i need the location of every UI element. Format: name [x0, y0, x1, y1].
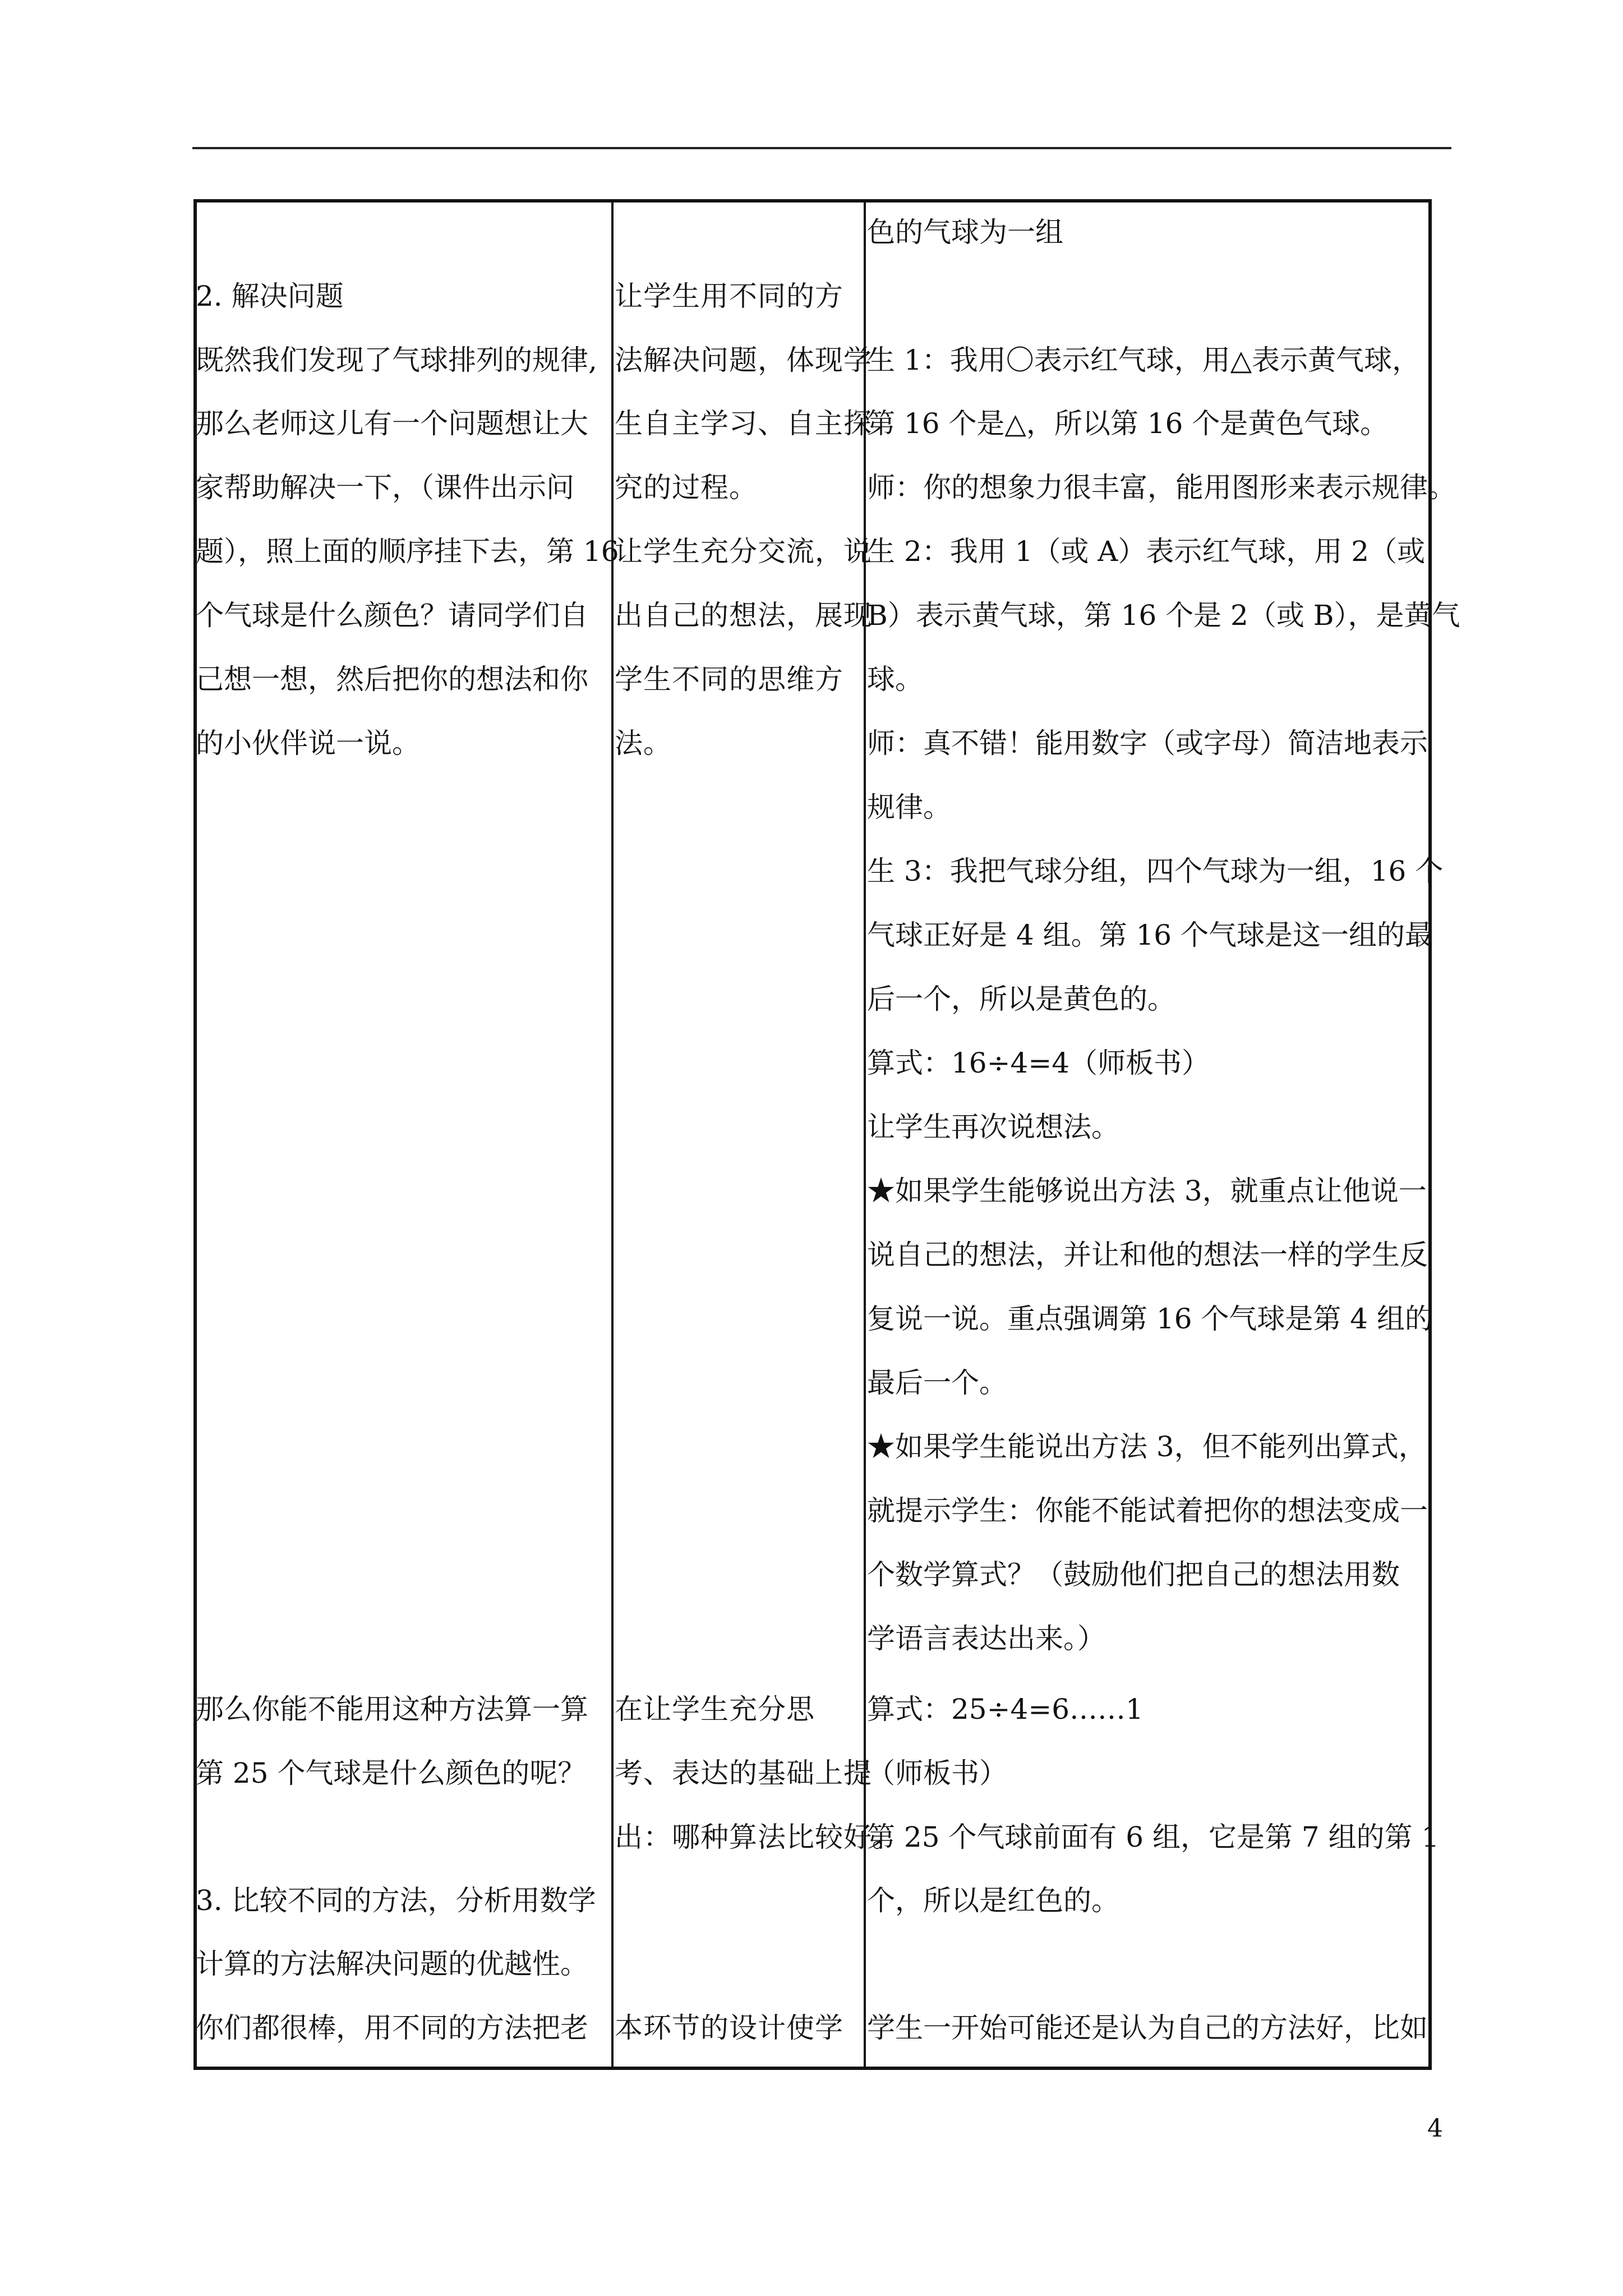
- text-line: 第 25 个气球前面有 6 组，它是第 7 组的第 1: [867, 1821, 1440, 1853]
- column-divider-1: [611, 199, 614, 2070]
- text-line: 法。: [615, 727, 672, 760]
- text-line: 说自己的想法，并让和他的想法一样的学生反: [867, 1239, 1428, 1271]
- text-line: 让学生用不同的方: [615, 280, 843, 312]
- text-line: 出自己的想法，展现: [615, 599, 872, 632]
- text-line: 既然我们发现了气球排列的规律,: [196, 344, 597, 376]
- text-line: 就提示学生：你能不能试着把你的想法变成一: [867, 1494, 1428, 1527]
- text-line: 最后一个。: [867, 1366, 1007, 1399]
- text-line: 2. 解决问题: [196, 280, 344, 312]
- text-line: 算式：25÷4=6……1: [867, 1693, 1144, 1726]
- text-line: 法解决问题，体现学: [615, 344, 872, 376]
- text-line: 己想一想，然后把你的想法和你: [196, 663, 588, 696]
- text-line: B）表示黄气球，第 16 个是 2（或 B），是黄气: [867, 599, 1460, 632]
- text-line: 在让学生充分思: [615, 1693, 815, 1726]
- text-line: 究的过程。: [615, 471, 758, 504]
- text-line: 第 25 个气球是什么颜色的呢？: [196, 1757, 586, 1789]
- text-line: 师：你的想象力很丰富，能用图形来表示规律。: [867, 471, 1456, 504]
- text-line: 第 16 个是△，所以第 16 个是黄色气球。: [867, 407, 1389, 440]
- text-line: 个，所以是红色的。: [867, 1884, 1119, 1917]
- text-line: 家帮助解决一下，（课件出示问: [196, 471, 574, 504]
- text-line: ★如果学生能够说出方法 3，就重点让他说一: [867, 1175, 1427, 1207]
- text-line: 算式：16÷4=4（师板书）: [867, 1047, 1210, 1079]
- text-line: 本环节的设计使学: [615, 2012, 843, 2044]
- text-line: 的小伙伴说一说。: [196, 727, 420, 760]
- text-line: 3. 比较不同的方法，分析用数学: [196, 1884, 596, 1917]
- text-line: 计算的方法解决问题的优越性。: [196, 1948, 588, 1980]
- text-line: 学生一开始可能还是认为自己的方法好，比如: [867, 2012, 1428, 2044]
- text-line: 色的气球为一组: [867, 216, 1063, 249]
- text-line: 师：真不错！能用数字（或字母）简洁地表示: [867, 727, 1428, 760]
- text-line: 让学生充分交流，说: [615, 535, 872, 568]
- text-line: 生 1：我用〇表示红气球，用△表示黄气球，: [867, 344, 1421, 376]
- text-line: 复说一说。重点强调第 16 个气球是第 4 组的: [867, 1303, 1433, 1335]
- text-line: 规律。: [867, 791, 951, 823]
- text-line: 球。: [867, 663, 923, 696]
- text-line: 学语言表达出来。）: [867, 1622, 1105, 1655]
- text-line: 生自主学习、自主探: [615, 407, 872, 440]
- text-line: 个气球是什么颜色？请同学们自: [196, 599, 588, 632]
- text-line: 考、表达的基础上提: [615, 1757, 872, 1789]
- text-line: （师板书）: [867, 1757, 1007, 1789]
- text-line: 你们都很棒，用不同的方法把老: [196, 2012, 588, 2044]
- text-line: 气球正好是 4 组。第 16 个气球是这一组的最: [867, 919, 1433, 951]
- text-line: 生 3：我把气球分组，四个气球为一组，16 个: [867, 855, 1444, 887]
- page-number: 4: [1427, 2114, 1443, 2143]
- text-line: 出：哪种算法比较好。: [615, 1821, 901, 1853]
- text-line: 后一个，所以是黄色的。: [867, 983, 1175, 1015]
- header-rule: [192, 147, 1451, 149]
- text-line: 让学生再次说想法。: [867, 1111, 1119, 1143]
- text-line: 那么老师这儿有一个问题想让大: [196, 407, 588, 440]
- text-line: 个数学算式？（鼓励他们把自己的想法用数: [867, 1558, 1400, 1591]
- text-line: 学生不同的思维方: [615, 663, 843, 696]
- text-line: 生 2：我用 1（或 A）表示红气球，用 2（或: [867, 535, 1426, 568]
- text-line: ★如果学生能说出方法 3，但不能列出算式，: [867, 1430, 1427, 1463]
- text-line: 那么你能不能用这种方法算一算: [196, 1693, 588, 1726]
- text-line: 题），照上面的顺序挂下去，第 16: [196, 535, 619, 568]
